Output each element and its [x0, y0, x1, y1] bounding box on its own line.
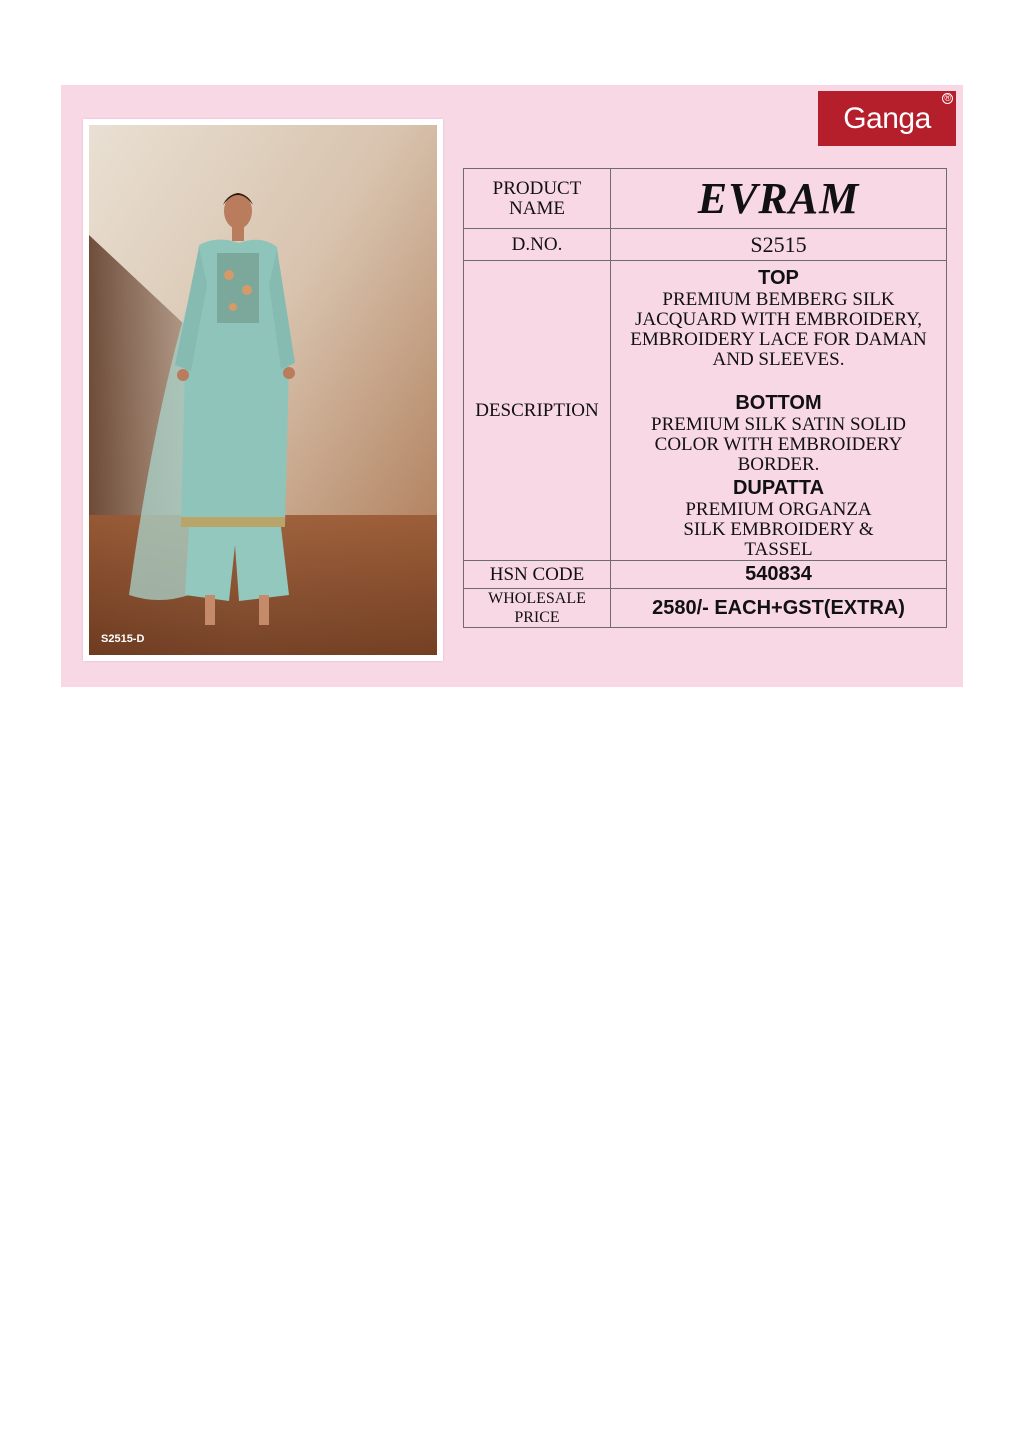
- price-label: WHOLESALE PRICE: [464, 589, 611, 628]
- price-value: 2580/- EACH+GST(EXTRA): [611, 589, 947, 628]
- description-value: [611, 261, 947, 561]
- row-description: [464, 261, 947, 561]
- top-title: TOP: [758, 267, 799, 289]
- dupatta-text: PREMIUM ORGANZA SILK EMBROIDERY & TASSEL: [683, 499, 874, 560]
- hsn-value: 540834: [611, 561, 947, 589]
- dupatta-title: DUPATTA: [732, 477, 825, 499]
- row-hsn: [464, 561, 947, 589]
- row-price: [464, 589, 947, 628]
- bottom-text: PREMIUM SILK SATIN SOLID COLOR WITH EMBROIDERY BORDER.: [651, 414, 906, 475]
- product-photo-frame: [83, 119, 443, 661]
- description-label: DESCRIPTION: [464, 261, 611, 561]
- dno-value: S2515: [611, 229, 947, 261]
- product-name-value: EVRAM: [611, 169, 947, 229]
- bottom-title: BOTTOM: [735, 392, 822, 414]
- top-text: PREMIUM BEMBERG SILK JACQUARD WITH EMBROIDERY, EMBROIDERY LACE FOR DAMAN AND SLEEVES.: [630, 289, 927, 370]
- spec-table: [463, 168, 947, 628]
- logo-text: Ganga: [843, 101, 931, 135]
- product-sheet: [61, 85, 963, 687]
- photo-design-code: S2515-D: [101, 633, 145, 645]
- row-dno: [464, 229, 947, 261]
- hsn-label: HSN CODE: [464, 561, 611, 589]
- ganga-logo: [818, 91, 956, 146]
- row-product-name: [464, 169, 947, 229]
- product-name-label: PRODUCT NAME: [464, 169, 611, 229]
- registered-mark: ®: [942, 93, 953, 104]
- dno-label: D.NO.: [464, 229, 611, 261]
- product-photo: [89, 125, 437, 655]
